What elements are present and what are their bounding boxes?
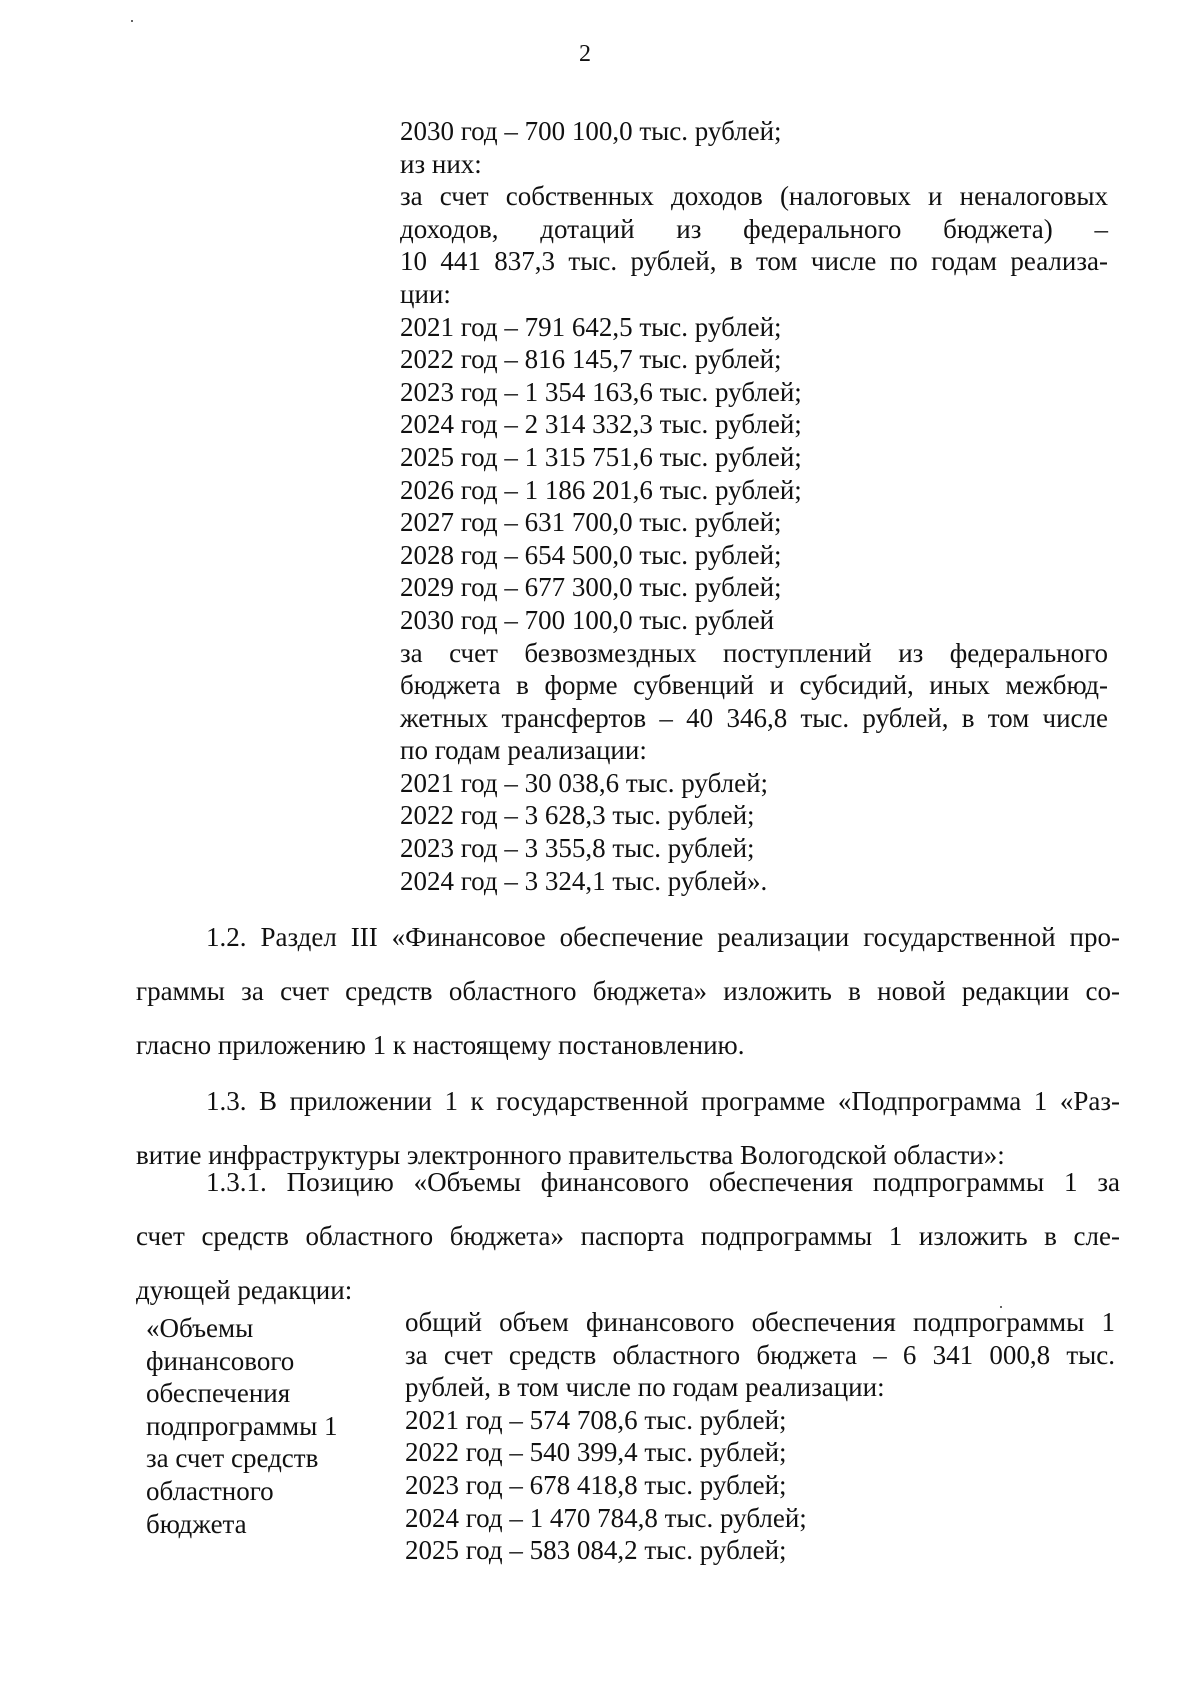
paragraph-1-3-1 <box>136 1155 1120 1317</box>
page-number: 2 <box>579 41 591 67</box>
text-line: 10 441 837,3 тыс. рублей, в том числе по годам реализа- <box>400 246 1108 277</box>
year-line: 2021 год – 574 708,6 тыс. рублей; <box>405 1404 787 1435</box>
paragraph-line: граммы за счет средств областного бюджета» изложить в новой редакции со- <box>136 976 1120 1006</box>
paragraph-line: гласно приложению 1 к настоящему постановлению. <box>136 1030 745 1060</box>
year-line: 2023 год – 678 418,8 тыс. рублей; <box>405 1469 787 1500</box>
year-line: 2025 год – 1 315 751,6 тыс. рублей; <box>400 441 802 472</box>
year-line: 2022 год – 3 628,3 тыс. рублей; <box>400 800 755 831</box>
year-line: 2024 год – 3 324,1 тыс. рублей». <box>400 865 768 896</box>
year-line: 2028 год – 654 500,0 тыс. рублей; <box>400 539 782 570</box>
text-line: жетных трансфертов – 40 346,8 тыс. рублей, в том числе <box>400 702 1108 733</box>
paragraph-line: 1.3.1. Позицию «Объемы финансового обеспечения подпрограммы 1 за <box>206 1167 1120 1197</box>
label-line: за счет средств <box>146 1443 319 1474</box>
text-line: рублей, в том числе по годам реализации: <box>405 1372 885 1403</box>
text-line: доходов, дотаций из федерального бюджета) – <box>400 213 1108 244</box>
text-line: бюджета в форме субвенций и субсидий, иных межбюд- <box>400 670 1108 701</box>
year-line: 2025 год – 583 084,2 тыс. рублей; <box>405 1535 787 1566</box>
position-label <box>146 1312 376 1540</box>
year-line: 2030 год – 700 100,0 тыс. рублей <box>400 604 775 635</box>
year-line: 2027 год – 631 700,0 тыс. рублей; <box>400 507 782 538</box>
label-line: подпрограммы 1 <box>146 1410 338 1441</box>
position-value <box>405 1306 1115 1567</box>
funding-text-block <box>400 115 1108 897</box>
text-line: ции: <box>400 278 451 309</box>
text-line: за счет средств областного бюджета – 6 341 000,8 тыс. <box>405 1339 1115 1370</box>
year-line: 2022 год – 816 145,7 тыс. рублей; <box>400 344 782 375</box>
paragraph-line: счет средств областного бюджета» паспорта подпрограммы 1 изложить в сле- <box>136 1221 1120 1251</box>
year-line: 2026 год – 1 186 201,6 тыс. рублей; <box>400 474 802 505</box>
paragraph-line: 1.3. В приложении 1 к государственной программе «Подпрограмма 1 «Раз- <box>206 1086 1120 1116</box>
year-line: 2024 год – 1 470 784,8 тыс. рублей; <box>405 1502 807 1533</box>
text-line: общий объем финансового обеспечения подпрограммы 1 <box>405 1307 1115 1337</box>
paragraph-line: дующей редакции: <box>136 1275 353 1305</box>
year-line: 2021 год – 791 642,5 тыс. рублей; <box>400 311 782 342</box>
year-line: 2023 год – 3 355,8 тыс. рублей; <box>400 833 755 864</box>
text-line: из них: <box>400 148 482 179</box>
text-line: за счет безвозмездных поступлений из федерального <box>400 637 1108 668</box>
year-line: 2021 год – 30 038,6 тыс. рублей; <box>400 767 769 798</box>
year-line: 2029 год – 677 300,0 тыс. рублей; <box>400 572 782 603</box>
year-line: 2022 год – 540 399,4 тыс. рублей; <box>405 1437 787 1468</box>
text-line: 2030 год – 700 100,0 тыс. рублей; <box>400 116 782 146</box>
paragraph-line: витие инфраструктуры электронного правительства Вологодской области»: <box>136 1140 1005 1170</box>
year-line: 2024 год – 2 314 332,3 тыс. рублей; <box>400 409 802 440</box>
paragraph-line: 1.2. Раздел III «Финансовое обеспечение реализации государственной про- <box>206 922 1120 952</box>
label-line: обеспечения <box>146 1378 291 1409</box>
label-line: бюджета <box>146 1508 247 1539</box>
label-line: «Объемы <box>146 1313 254 1343</box>
paragraph-1-2 <box>136 910 1120 1072</box>
text-line: за счет собственных доходов (налоговых и неналоговых <box>400 181 1108 212</box>
year-line: 2023 год – 1 354 163,6 тыс. рублей; <box>400 376 802 407</box>
scan-speck <box>131 20 133 22</box>
label-line: областного <box>146 1475 274 1506</box>
text-line: по годам реализации: <box>400 735 647 766</box>
label-line: финансового <box>146 1345 295 1376</box>
